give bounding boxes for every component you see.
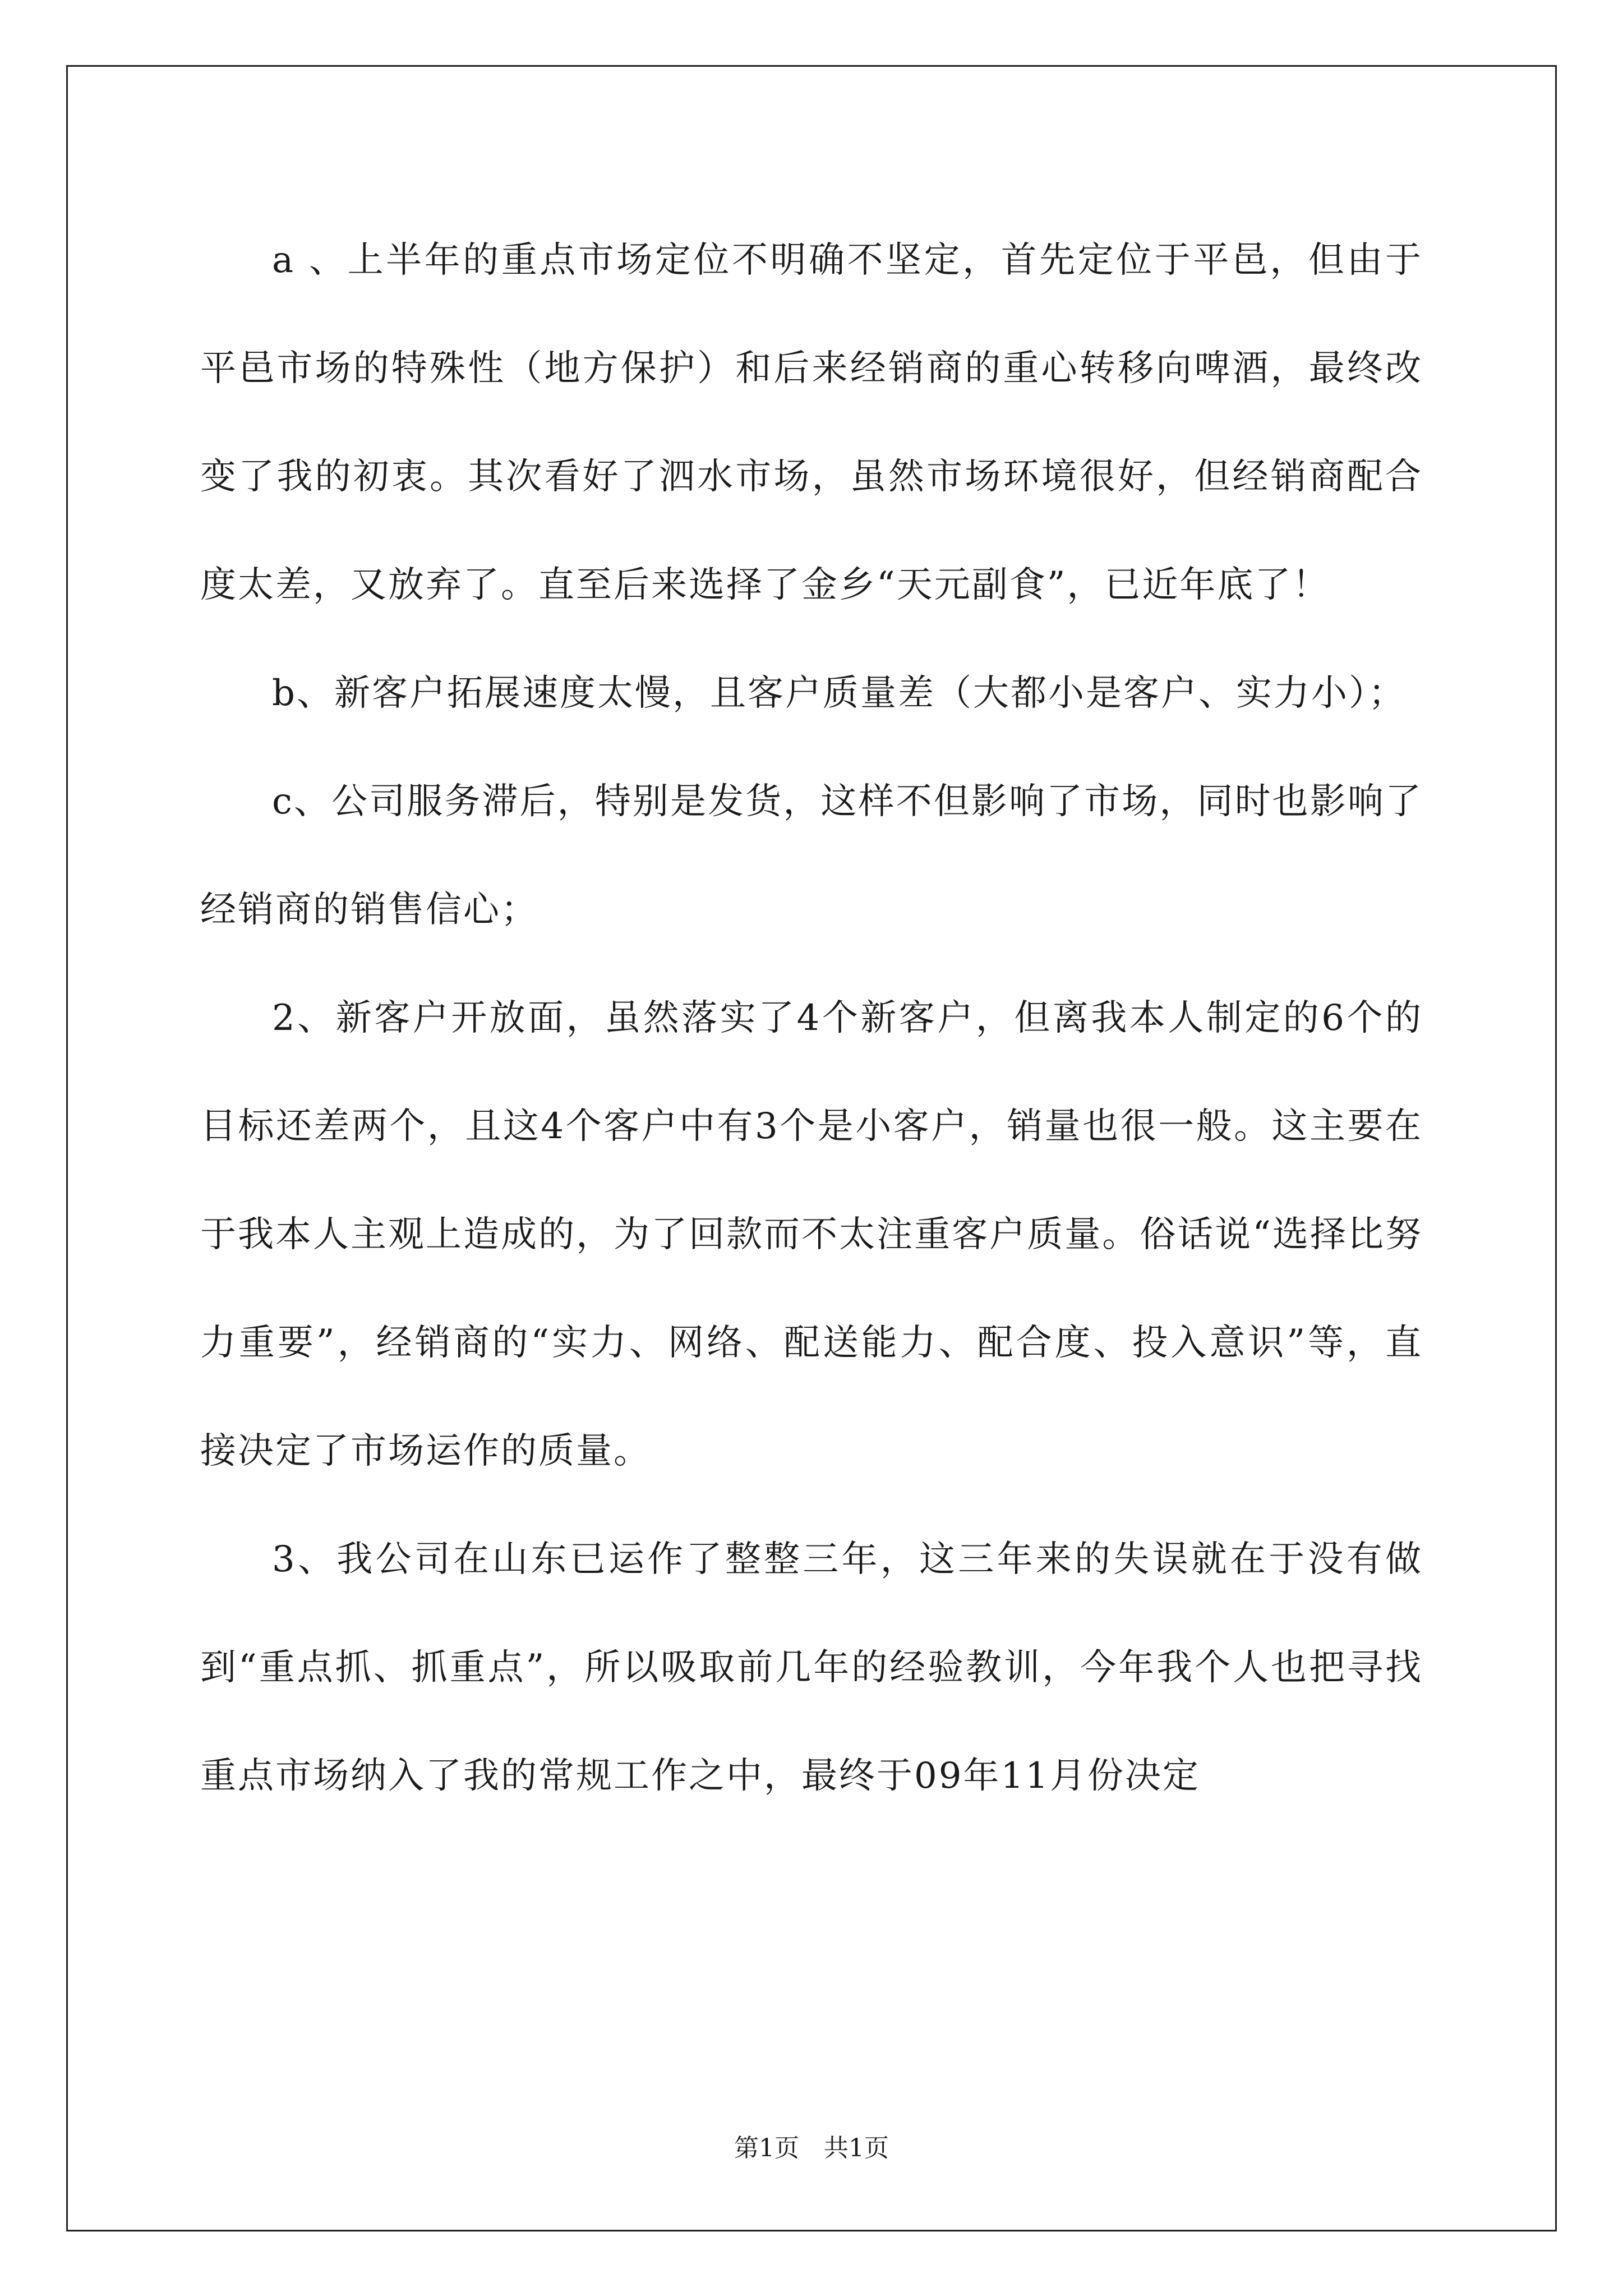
page-total: 共1页 <box>824 2134 889 2162</box>
paragraph-b: b、新客户拓展速度太慢，且客户质量差（大都小是客户、实力小）； <box>272 673 1406 714</box>
document-body <box>200 206 1423 1830</box>
page-footer <box>0 2132 1623 2165</box>
paragraph-c: c、公司服务滞后，特别是发货，这样不但影响了市场，同时也影响了经销商的销售信心； <box>200 781 1423 931</box>
paragraph-3: 3、我公司在山东已运作了整整三年，这三年来的失误就在于没有做到“重点抓、抓重点”，所以吸取前几年的经验教训，今年我个人也把寻找重点市场纳入了我的常规工作之中，最终于09年11月份决定 <box>200 1539 1423 1797</box>
paragraph-a: a 、上半年的重点市场定位不明确不坚定，首先定位于平邑，但由于平邑市场的特殊性（地方保护）和后来经销商的重心转移向啤酒，最终改变了我的初衷。其次看好了泗水市场，虽然市场环境很好，但经销商配合度太差，又放弃了。直至后来选择了金乡“天元副食”，已近年底了！ <box>200 240 1423 606</box>
paragraph-2: 2、新客户开放面，虽然落实了4个新客户，但离我本人制定的6个的目标还差两个，且这4个客户中有3个是小客户，销量也很一般。这主要在于我本人主观上造成的，为了回款而不太注重客户质量。俗话说“选择比努力重要”，经销商的“实力、网络、配送能力、配合度、投入意识”等，直接决定了市场运作的质量。 <box>200 997 1423 1472</box>
page-number: 第1页 <box>734 2134 799 2162</box>
